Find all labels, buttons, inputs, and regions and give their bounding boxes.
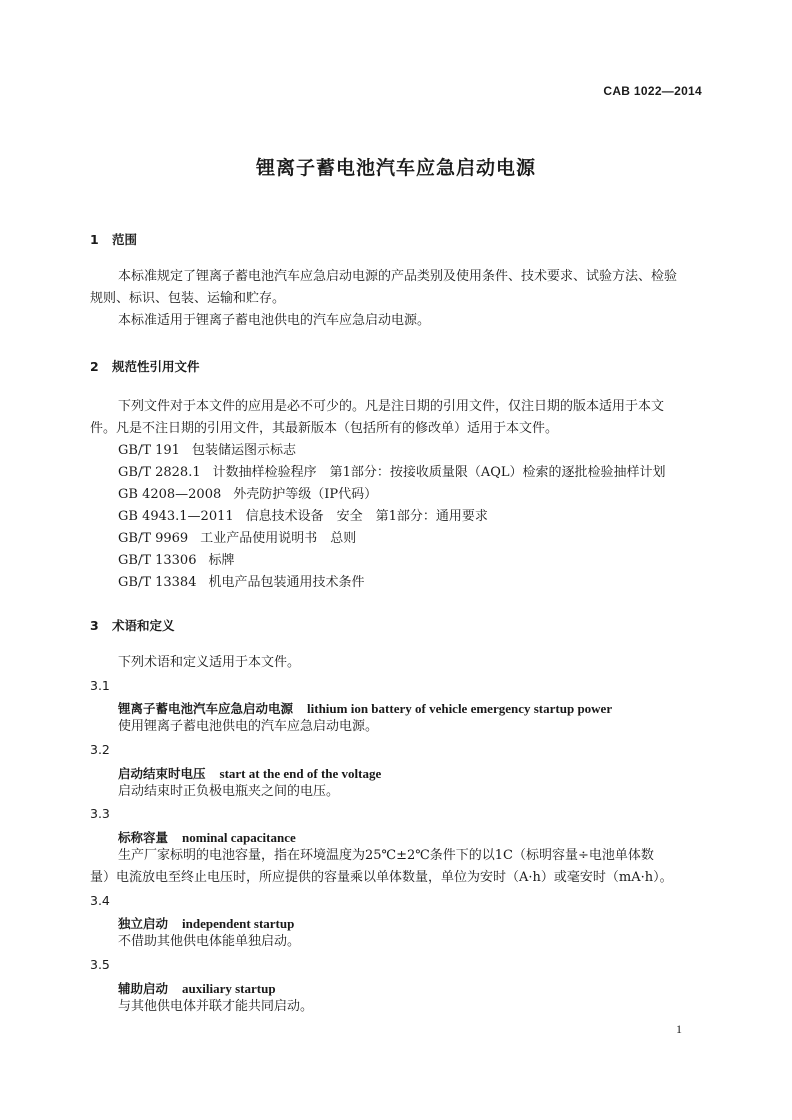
term-zh: 标称容量 <box>118 830 169 845</box>
reference-item <box>118 550 235 572</box>
paragraph-line: 下列术语和定义适用于本文件。 <box>118 655 301 670</box>
section-3-heading <box>90 616 175 634</box>
reference-title: 外壳防护等级（IP代码） <box>233 487 378 502</box>
term-zh: 辅助启动 <box>118 981 169 996</box>
term-zh: 锂离子蓄电池汽车应急启动电源 <box>118 701 294 716</box>
term-title <box>118 828 296 846</box>
reference-code: GB/T 191 <box>118 443 180 458</box>
reference-code: GB/T 13306 <box>118 553 197 568</box>
standard-number: CAB 1022—2014 <box>603 84 702 98</box>
term-definition: 使用锂离子蓄电池供电的汽车应急启动电源。 <box>118 719 379 734</box>
reference-item <box>118 484 377 506</box>
paragraph-line: 本标准适用于锂离子蓄电池供电的汽车应急启动电源。 <box>118 313 431 328</box>
term-en: lithium ion battery of vehicle emergency startup power <box>307 701 613 716</box>
paragraph-line: 下列文件对于本文件的应用是必不可少的。凡是注日期的引用文件，仅注日期的版本适用于本文 <box>118 399 665 414</box>
term-definition: 生产厂家标明的电池容量，指在环境温度为25℃±2℃条件下的以1C（标明容量÷电池单体数 <box>118 848 654 863</box>
reference-title: 包装储运图示标志 <box>191 443 296 458</box>
term-number: 3.2 <box>90 742 110 757</box>
paragraph-line: 规则、标识、包装、运输和贮存。 <box>90 291 286 306</box>
term-en: nominal capacitance <box>182 830 296 845</box>
section-number: 3 <box>90 618 99 633</box>
reference-code: GB 4208—2008 <box>118 487 222 502</box>
term-title <box>118 699 612 717</box>
term-definition: 量）电流放电至终止电压时，所应提供的容量乘以单体数量，单位为安时（A·h）或毫安时（mA·h）。 <box>90 870 673 885</box>
term-number: 3.1 <box>90 678 110 693</box>
section-title: 术语和定义 <box>112 618 175 633</box>
reference-title: 工业产品使用说明书 总则 <box>200 531 357 546</box>
section-title: 规范性引用文件 <box>112 359 200 374</box>
reference-code: GB/T 2828.1 <box>118 465 201 480</box>
term-title <box>118 979 276 997</box>
reference-item <box>118 440 296 462</box>
reference-item <box>118 572 365 594</box>
term-title <box>118 764 381 782</box>
term-number: 3.3 <box>90 806 110 821</box>
term-zh: 独立启动 <box>118 916 169 931</box>
term-number: 3.4 <box>90 893 110 908</box>
reference-title: 信息技术设备 安全 第1部分：通用要求 <box>245 509 488 524</box>
reference-item <box>118 506 488 528</box>
reference-item <box>118 528 356 550</box>
term-en: auxiliary startup <box>182 981 276 996</box>
term-definition: 与其他供电体并联才能共同启动。 <box>118 999 314 1014</box>
section-number: 2 <box>90 359 99 374</box>
section-2-heading <box>90 357 200 375</box>
reference-title: 标牌 <box>208 553 235 568</box>
term-definition: 启动结束时正负极电瓶夹之间的电压。 <box>118 784 340 799</box>
paragraph-line: 件。凡是不注日期的引用文件，其最新版本（包括所有的修改单）适用于本文件。 <box>90 421 559 436</box>
reference-item <box>118 462 666 484</box>
term-en: start at the end of the voltage <box>219 766 382 781</box>
reference-title: 机电产品包装通用技术条件 <box>208 575 365 590</box>
reference-title: 计数抽样检验程序 第1部分：按接收质量限（AQL）检索的逐批检验抽样计划 <box>212 465 666 480</box>
section-number: 1 <box>90 232 99 247</box>
page-number: 1 <box>676 1022 682 1036</box>
term-zh: 启动结束时电压 <box>118 766 206 781</box>
section-1-heading <box>90 230 137 248</box>
reference-code: GB/T 9969 <box>118 531 189 546</box>
reference-code: GB 4943.1—2011 <box>118 509 234 524</box>
term-definition: 不借助其他供电体能单独启动。 <box>118 934 301 949</box>
paragraph-line: 本标准规定了锂离子蓄电池汽车应急启动电源的产品类别及使用条件、技术要求、试验方法、检验 <box>118 269 678 284</box>
term-en: independent startup <box>182 916 295 931</box>
term-title <box>118 914 294 932</box>
term-number: 3.5 <box>90 957 110 972</box>
document-title: 锂离子蓄电池汽车应急启动电源 <box>255 157 536 179</box>
reference-code: GB/T 13384 <box>118 575 197 590</box>
section-title: 范围 <box>112 232 138 247</box>
